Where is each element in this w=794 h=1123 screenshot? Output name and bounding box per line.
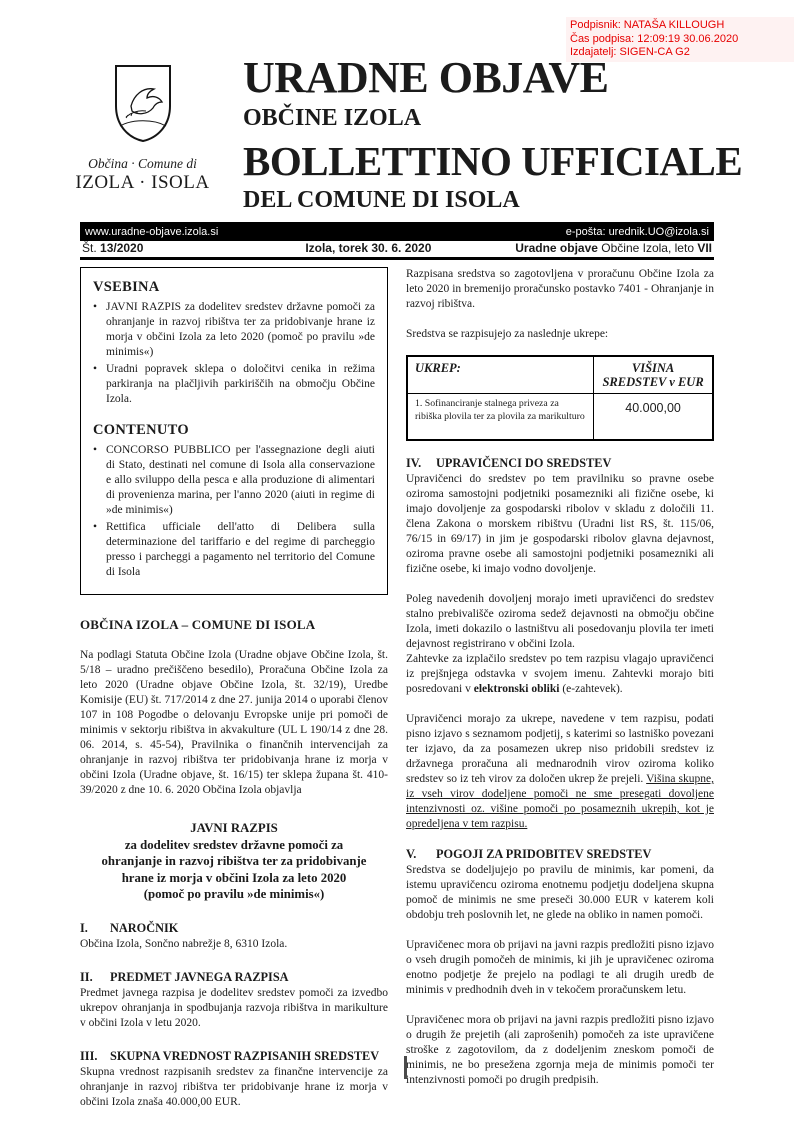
table-cell-measure: 1. Sofinanciranje stalnega priveza za ribiška plovila ter za plovila za marikulturo: [407, 394, 594, 441]
section-heading: [406, 456, 714, 471]
bullet-icon: •: [93, 444, 98, 456]
left-column: [80, 267, 388, 1110]
section-5: [406, 847, 714, 1088]
section-paragraph: Upravičenec mora ob prijavi na javni razpis predložiti pisno izjavo o vseh drugih pomočeh de minimis, ki jih je upravičenec oziroma enotno podjetje že prejelo na podlagi te ali drugih uredb de minimis v predhodnih dveh in v tekočem proračunskem letu.: [406, 939, 714, 996]
toc-item-text: Uradni popravek sklepa o določitvi cenika in režima parkiranja na plačljivih parkiriščih na območju Občine Izola.: [106, 363, 375, 405]
section-2: [80, 970, 388, 1031]
toc-item: [93, 443, 375, 518]
toc-title-it: CONTENUTO: [93, 422, 189, 438]
legal-basis-paragraph: Na podlagi Statuta Občine Izola (Uradne objave Občine Izola, št. 5/18 – uradno prečiščeno besedilo), Proračuna Občine Izola za leto 2020 (Uradne objave Občine Izola, št. 32/19), Uredbe Komisije (EU) št. 717/2014 z dne 27. junija 2014 o uporabi členov 107 in 108 Pogodbe o delovanju Evropske unije pri pomoči de minimis v sektorju ribištva in akvakulture (UL L 190/14 z dne 28. 06. 2014, s. 45-54), Pravilnika o finančnih intervencijah za ohranjanje in razvoj ribištva ter pridobivanja hrane iz morja v občini Izola (Uradne objave, št. 16/15) ter sklepa župana št. 410-39/2020 z dne 10. 6. 2020 Občina Izola objavlja: [80, 649, 388, 796]
issue-volume-rest: Občine Izola, leto: [597, 241, 698, 255]
toc-item: [93, 362, 375, 407]
section-title: POGOJI ZA PRIDOBITEV SREDSTEV: [436, 847, 652, 861]
municipality-name: IZOLA · ISOLA: [75, 172, 210, 193]
masthead-subtitle-sl: OBČINE IZOLA: [243, 105, 422, 131]
website-url: www.uradne-objave.izola.si: [85, 225, 219, 238]
section-title: UPRAVIČENCI DO SREDSTEV: [436, 456, 612, 470]
document-body: [80, 267, 714, 1110]
call-title-line: (pomoč po pravilu »de minimis«): [143, 887, 325, 901]
section-body: Občina Izola, Sončno nabrežje 8, 6310 Izola.: [80, 937, 288, 950]
section-number: II.: [80, 969, 93, 984]
toc-item-text: JAVNI RAZPIS za dodelitev sredstev državne pomoči za ohranjanje in razvoj ribištva ter za pridobivanje hrane iz morja v občini Izola za leto 2020 (pomoč po pravilu »de minimis«): [106, 301, 375, 358]
dove-crest-icon: [113, 64, 173, 144]
call-title-line: ohranjanje in razvoj ribištva ter za pridobivanje: [101, 854, 367, 868]
section-heading: [406, 847, 714, 862]
issue-volume-number: VII: [697, 241, 712, 255]
signature-issuer: Izdajatelj: SIGEN-CA G2: [570, 46, 690, 58]
municipality-label: Občina · Comune di: [88, 156, 197, 171]
right-column: [406, 267, 714, 1110]
section-paragraph: Upravičenec mora ob prijavi na javni razpis predložiti pisno izjavo o drugih že prejetih (ali zaprošenih) pomočeh za iste upravičene stroške z zagotovilom, da z dodeljenim zneskom pomoči de minimis, ne bo presežena zgornja meja de minimis pomoči ter intenzivnosti pomoči po drugih predpisih.: [406, 1014, 714, 1086]
issue-volume: [464, 241, 712, 255]
signature-signer: Podpisnik: NATAŠA KILLOUGH: [570, 19, 725, 31]
section-title: SKUPNA VREDNOST RAZPISANIH SREDSTEV: [110, 1048, 380, 1063]
toc-item: [93, 520, 375, 580]
issue-number-value: 13/2020: [100, 241, 144, 255]
measures-table: [406, 355, 714, 441]
section-paragraph: Sredstva se dodeljujejo po pravilu de minimis, kar pomeni, da istemu upravičencu oziroma enotnemu podjetju dodeljena skupna pomoč de minimis ne sme preseči 30.000 EUR v katerem koli obdobju treh poslovnih let, ne glede na obliko in namen pomoči.: [406, 864, 714, 921]
issue-volume-bold: Uradne objave: [515, 241, 598, 255]
table-header-row: [407, 356, 713, 394]
call-title: [80, 820, 388, 903]
table-header-amount: VIŠINA SREDSTEV v EUR: [594, 356, 713, 394]
toc-title-sl: VSEBINA: [93, 279, 160, 295]
toc-item-text: Rettifica ufficiale dell'atto di Delibera sulla determinazione del tariffario e del regime di parcheggio presso i parcheggi a pagamento nel territorio del Comune di Isola: [106, 521, 375, 578]
signature-time: Čas podpisa: 12:09:19 30.06.2020: [570, 32, 739, 45]
paragraph-text: Zahtevke za izplačilo sredstev po tem razpisu vlagajo upravičenci iz prejšnjega odstavka v svojem imenu. Zahtevki morajo biti posredovani v: [406, 653, 714, 695]
paragraph-bold-text: elektronski obliki: [473, 683, 560, 695]
bullet-icon: •: [93, 363, 98, 375]
paragraph-text: Upravičenci morajo za ukrepe, navedene v tem razpisu, podati pisno izjavo s seznamom podjetij, s katerimi so lastniško povezani ter izjavo, da za posamezen ukrep niso pridobili sredstev iz državnega proračuna ali mednarodnih virov oziroma koliko sredstev so iz teh virov za določen ukrep že prejeli.: [406, 713, 714, 785]
call-title-line: hrane iz morja v občini Izola za leto 2020: [121, 870, 347, 885]
stray-mark: [404, 1056, 407, 1079]
issue-number: [82, 241, 273, 255]
call-title-line: za dodelitev sredstev državne pomoči za: [124, 837, 344, 852]
paragraph-underlined-text: Višina skupne, iz vseh virov dodeljene pomoči ne sme presegati dovoljene intenzivnosti oz. višine pomoči po posameznih ukrepih, kot je opredeljena v tem razpisu.: [406, 773, 715, 830]
section-heading: [80, 970, 388, 985]
section-1: [80, 921, 388, 952]
section-heading: [80, 1049, 388, 1064]
masthead: [243, 53, 743, 213]
coat-of-arms: [113, 64, 173, 149]
toc-item: [93, 300, 375, 360]
issue-date: Izola, torek 30. 6. 2020: [305, 241, 432, 255]
email-address: e-pošta: urednik.UO@izola.si: [565, 225, 709, 238]
section-body: Predmet javnega razpisa je dodelitev sredstev pomoči za izvedbo ukrepov ohranjanja in spodbujanja razvoja ribištva in marikulture v občini Izola v letu 2020.: [80, 986, 388, 1029]
issue-number-label: Št.: [82, 241, 101, 255]
bullet-icon: •: [93, 301, 98, 313]
table-of-contents-box: [80, 267, 388, 595]
masthead-title-it: BOLLETTINO UFFICIALE: [243, 138, 743, 184]
section-number: III.: [80, 1048, 98, 1063]
section-heading: [80, 921, 388, 936]
section-paragraph: Poleg navedenih dovoljenj morajo imeti upravičenci do sredstev stalno prebivališče oziroma sedež dejavnosti na območju občine Izola, imeti dokazilo o lastništvu ali posedovanju plovila ter imeti dejavnost registrirano v občini Izola.: [406, 593, 714, 650]
section-4: [406, 456, 714, 832]
municipality-logotype: [60, 156, 225, 194]
table-cell-amount: 40.000,00: [594, 394, 713, 441]
table-header-measure: UKREP:: [407, 356, 594, 394]
paragraph-text: (e-zahtevek).: [559, 683, 623, 695]
toc-item-text: CONCORSO PUBBLICO per l'assegnazione degli aiuti di Stato, destinati nel comune di Isola alla conservazione e allo sviluppo della pesca e alla produzione di alimentari di provenienza marina, per l'anno 2020 (aiuti in regime di »de minimis«): [106, 444, 375, 516]
section-paragraph: [406, 712, 714, 832]
masthead-subtitle-it: DEL COMUNE DI ISOLA: [243, 187, 520, 213]
masthead-title-sl: URADNE OBJAVE: [243, 53, 609, 102]
municipality-heading: OBČINA IZOLA – COMUNE DI ISOLA: [80, 617, 316, 632]
section-3: [80, 1049, 388, 1110]
contact-bar: [80, 222, 714, 241]
section-title: PREDMET JAVNEGA RAZPISA: [110, 969, 289, 984]
section-paragraph: [406, 652, 714, 697]
funding-paragraph: Razpisana sredstva so zagotovljena v proračunu Občine Izola za leto 2020 in bremenijo proračunsko postavko 7401 - Ohranjanje in razvoj ribištva.: [406, 268, 714, 310]
section-number: I.: [80, 920, 88, 935]
section-body: Skupna vrednost razpisanih sredstev za finančne intervencije za ohranjanje in razvoj ribištva ter pridobivanje hrane iz morja v občini Izola znaša 40.000,00 EUR.: [80, 1065, 388, 1108]
measures-intro: Sredstva se razpisujejo za naslednje ukrepe:: [406, 328, 609, 340]
section-number: IV.: [406, 456, 422, 470]
call-title-line: JAVNI RAZPIS: [190, 821, 278, 835]
section-paragraph: Upravičenci do sredstev po tem pravilniku so pravne osebe oziroma samostojni podjetniki posamezniki ali fizične osebe, ki imajo dovoljenje za gospodarski ribolov v skladu z določili 11. člena Zakona o morskem ribištvu (Uradni list RS, št. 115/06, 76/15 in 69/17) in jim je gospodarski ribolov glavna dejavnost, oziroma pravne osebe ali samostojni podjetniki posamezniki ali fizične osebe, ki imajo vodno dovoljenje.: [406, 473, 714, 575]
bullet-icon: •: [93, 521, 98, 533]
section-title: NAROČNIK: [110, 920, 179, 935]
section-number: V.: [406, 847, 417, 861]
issue-info-row: [80, 241, 714, 260]
table-row: [407, 394, 713, 441]
